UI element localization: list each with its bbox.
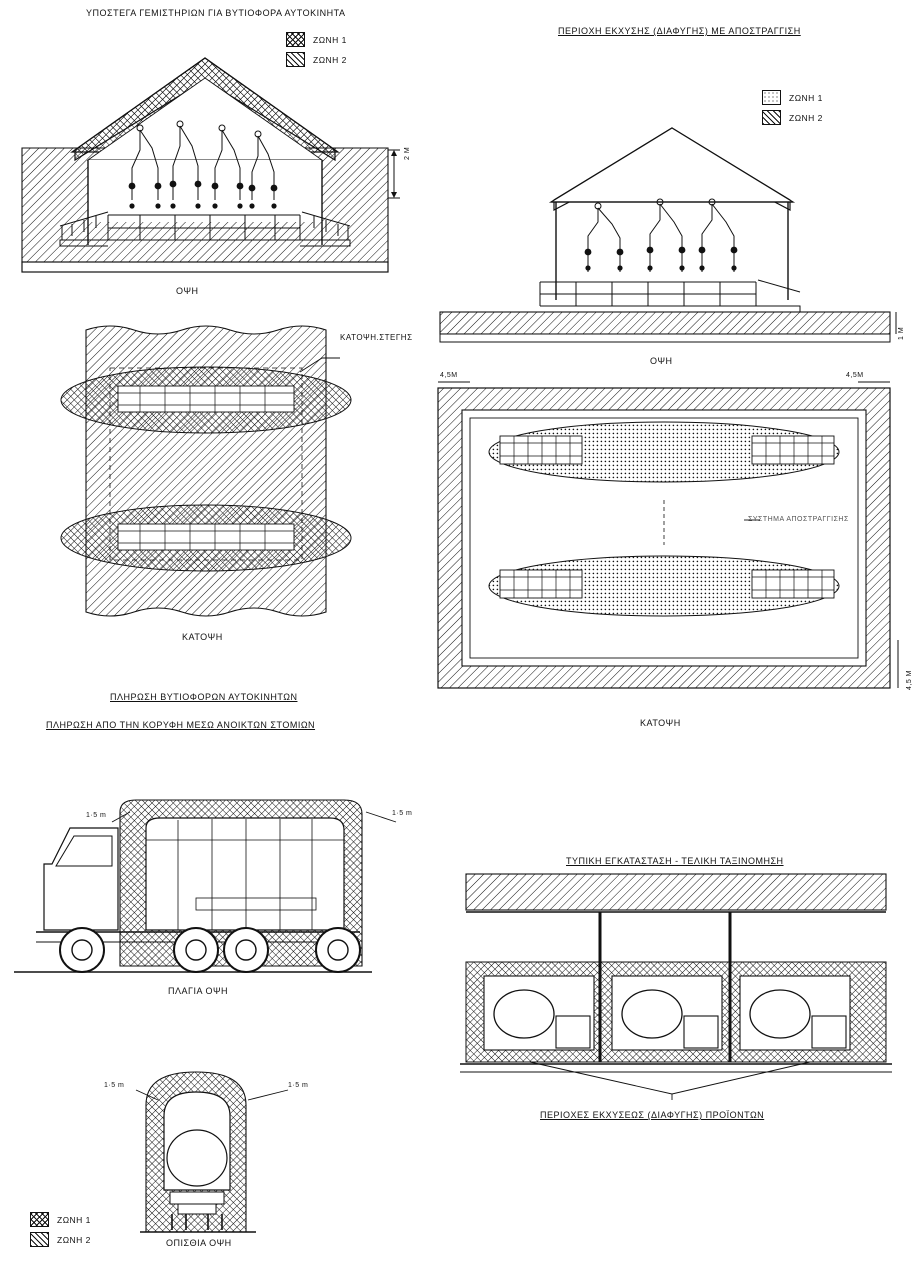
- tanker-rear-dim-left: 1·5 m: [104, 1082, 125, 1089]
- middle-left-title-1: ΠΛΗΡΩΣΗ ΒΥΤΙΟΦΟΡΩΝ ΑΥΤΟΚΙΝΗΤΩΝ: [110, 692, 298, 702]
- zone2-swatch-icon: [762, 110, 781, 125]
- legend-row: [762, 110, 823, 125]
- tanker-side-dim-left: 1·5 m: [86, 812, 107, 819]
- legend-label: ZΩNH 1: [789, 92, 823, 103]
- bottom-left-legend: [30, 1212, 91, 1252]
- legend-row: [762, 90, 823, 105]
- roof-plan-callout: ΚΑΤΟΨΗ.ΣΤΕΓΗΣ: [340, 333, 413, 342]
- zone2-swatch-icon: [286, 52, 305, 67]
- legend-row: [30, 1212, 91, 1227]
- tanker-rear-dim-right: 1·5 m: [288, 1082, 309, 1089]
- tanker-side-dim-right: 1·5 m: [392, 810, 413, 817]
- zone1-dot-swatch-icon: [762, 90, 781, 105]
- legend-label: ZΩNH 2: [57, 1234, 91, 1245]
- legend-label: ZΩNH 1: [57, 1214, 91, 1225]
- legend-row: [30, 1232, 91, 1247]
- zone2-swatch-icon: [30, 1232, 49, 1247]
- legend-label: ZΩNH 2: [313, 54, 347, 65]
- legend-label: ZΩNH 1: [313, 34, 347, 45]
- tanker-rear-view-figure: [136, 1072, 288, 1232]
- tanker-side-view-figure: [14, 800, 396, 972]
- top-right-dim-right: 4,5M: [846, 372, 864, 379]
- spill-area-elevation-figure: [440, 128, 896, 342]
- legend-row: [286, 32, 347, 47]
- top-left-height-dim: 2 M: [404, 146, 411, 160]
- typical-installation-figure: [460, 874, 892, 1100]
- top-right-elevation-label: ΟΨΗ: [650, 356, 673, 366]
- tanker-rear-view-label: ΟΠΙΣΘΙΑ ΟΨΗ: [166, 1238, 232, 1248]
- top-right-title: ΠΕΡΙΟΧΗ ΕΚΧΥΣΗΣ (ΔΙΑΦΥΓΗΣ) ΜΕ ΑΠΟΣΤΡΑΓΓΙΣΗ: [558, 26, 801, 36]
- tanker-side-view-label: ΠΛΑΓΙΑ ΟΨΗ: [168, 986, 228, 996]
- top-right-plan-label: ΚΑΤΟΨΗ: [640, 718, 681, 728]
- top-left-plan-label: ΚΑΤΟΨΗ: [182, 632, 223, 642]
- top-left-elevation-label: ΟΨΗ: [176, 286, 199, 296]
- top-right-legend: [762, 90, 823, 130]
- legend-label: ZΩNH 2: [789, 112, 823, 123]
- top-left-legend: [286, 32, 347, 72]
- top-right-dim-left: 4,5M: [440, 372, 458, 379]
- canopy-plan-figure: [61, 326, 351, 616]
- bottom-right-title: ΤΥΠΙΚΗ ΕΓΚΑΤΑΣΤΑΣΗ - ΤΕΛΙΚΗ ΤΑΞΙΝΟΜΗΣΗ: [566, 856, 784, 866]
- middle-left-title-2: ΠΛΗΡΩΣΗ ΑΠΟ ΤΗΝ ΚΟΡΥΦΗ ΜΕΣΩ ΑΝΟΙΚΤΩΝ ΣΤΟΜΙΩΝ: [46, 720, 316, 730]
- top-right-dim-bottom: 4,5 M: [906, 669, 913, 690]
- canopy-elevation-figure: [22, 58, 400, 272]
- top-right-height-dim: 1 M: [898, 326, 905, 340]
- zone1-swatch-icon: [286, 32, 305, 47]
- spill-area-plan-figure: [438, 382, 898, 688]
- zone1-swatch-icon: [30, 1212, 49, 1227]
- bottom-right-caption: ΠΕΡΙΟΧΕΣ ΕΚΧΥΣΕΩΣ (ΔΙΑΦΥΓΗΣ) ΠΡΟΪΟΝΤΩΝ: [540, 1110, 765, 1120]
- legend-row: [286, 52, 347, 67]
- drain-system-callout: ΣΥΣΤΗΜΑ ΑΠΟΣΤΡΑΓΓΙΣΗΣ: [748, 516, 849, 523]
- top-left-title: ΥΠΟΣΤΕΓΑ ΓΕΜΙΣΤΗΡΙΩΝ ΓΙΑ ΒΥΤΙΟΦΟΡΑ ΑΥΤΟΚΙΝΗΤΑ: [86, 8, 346, 18]
